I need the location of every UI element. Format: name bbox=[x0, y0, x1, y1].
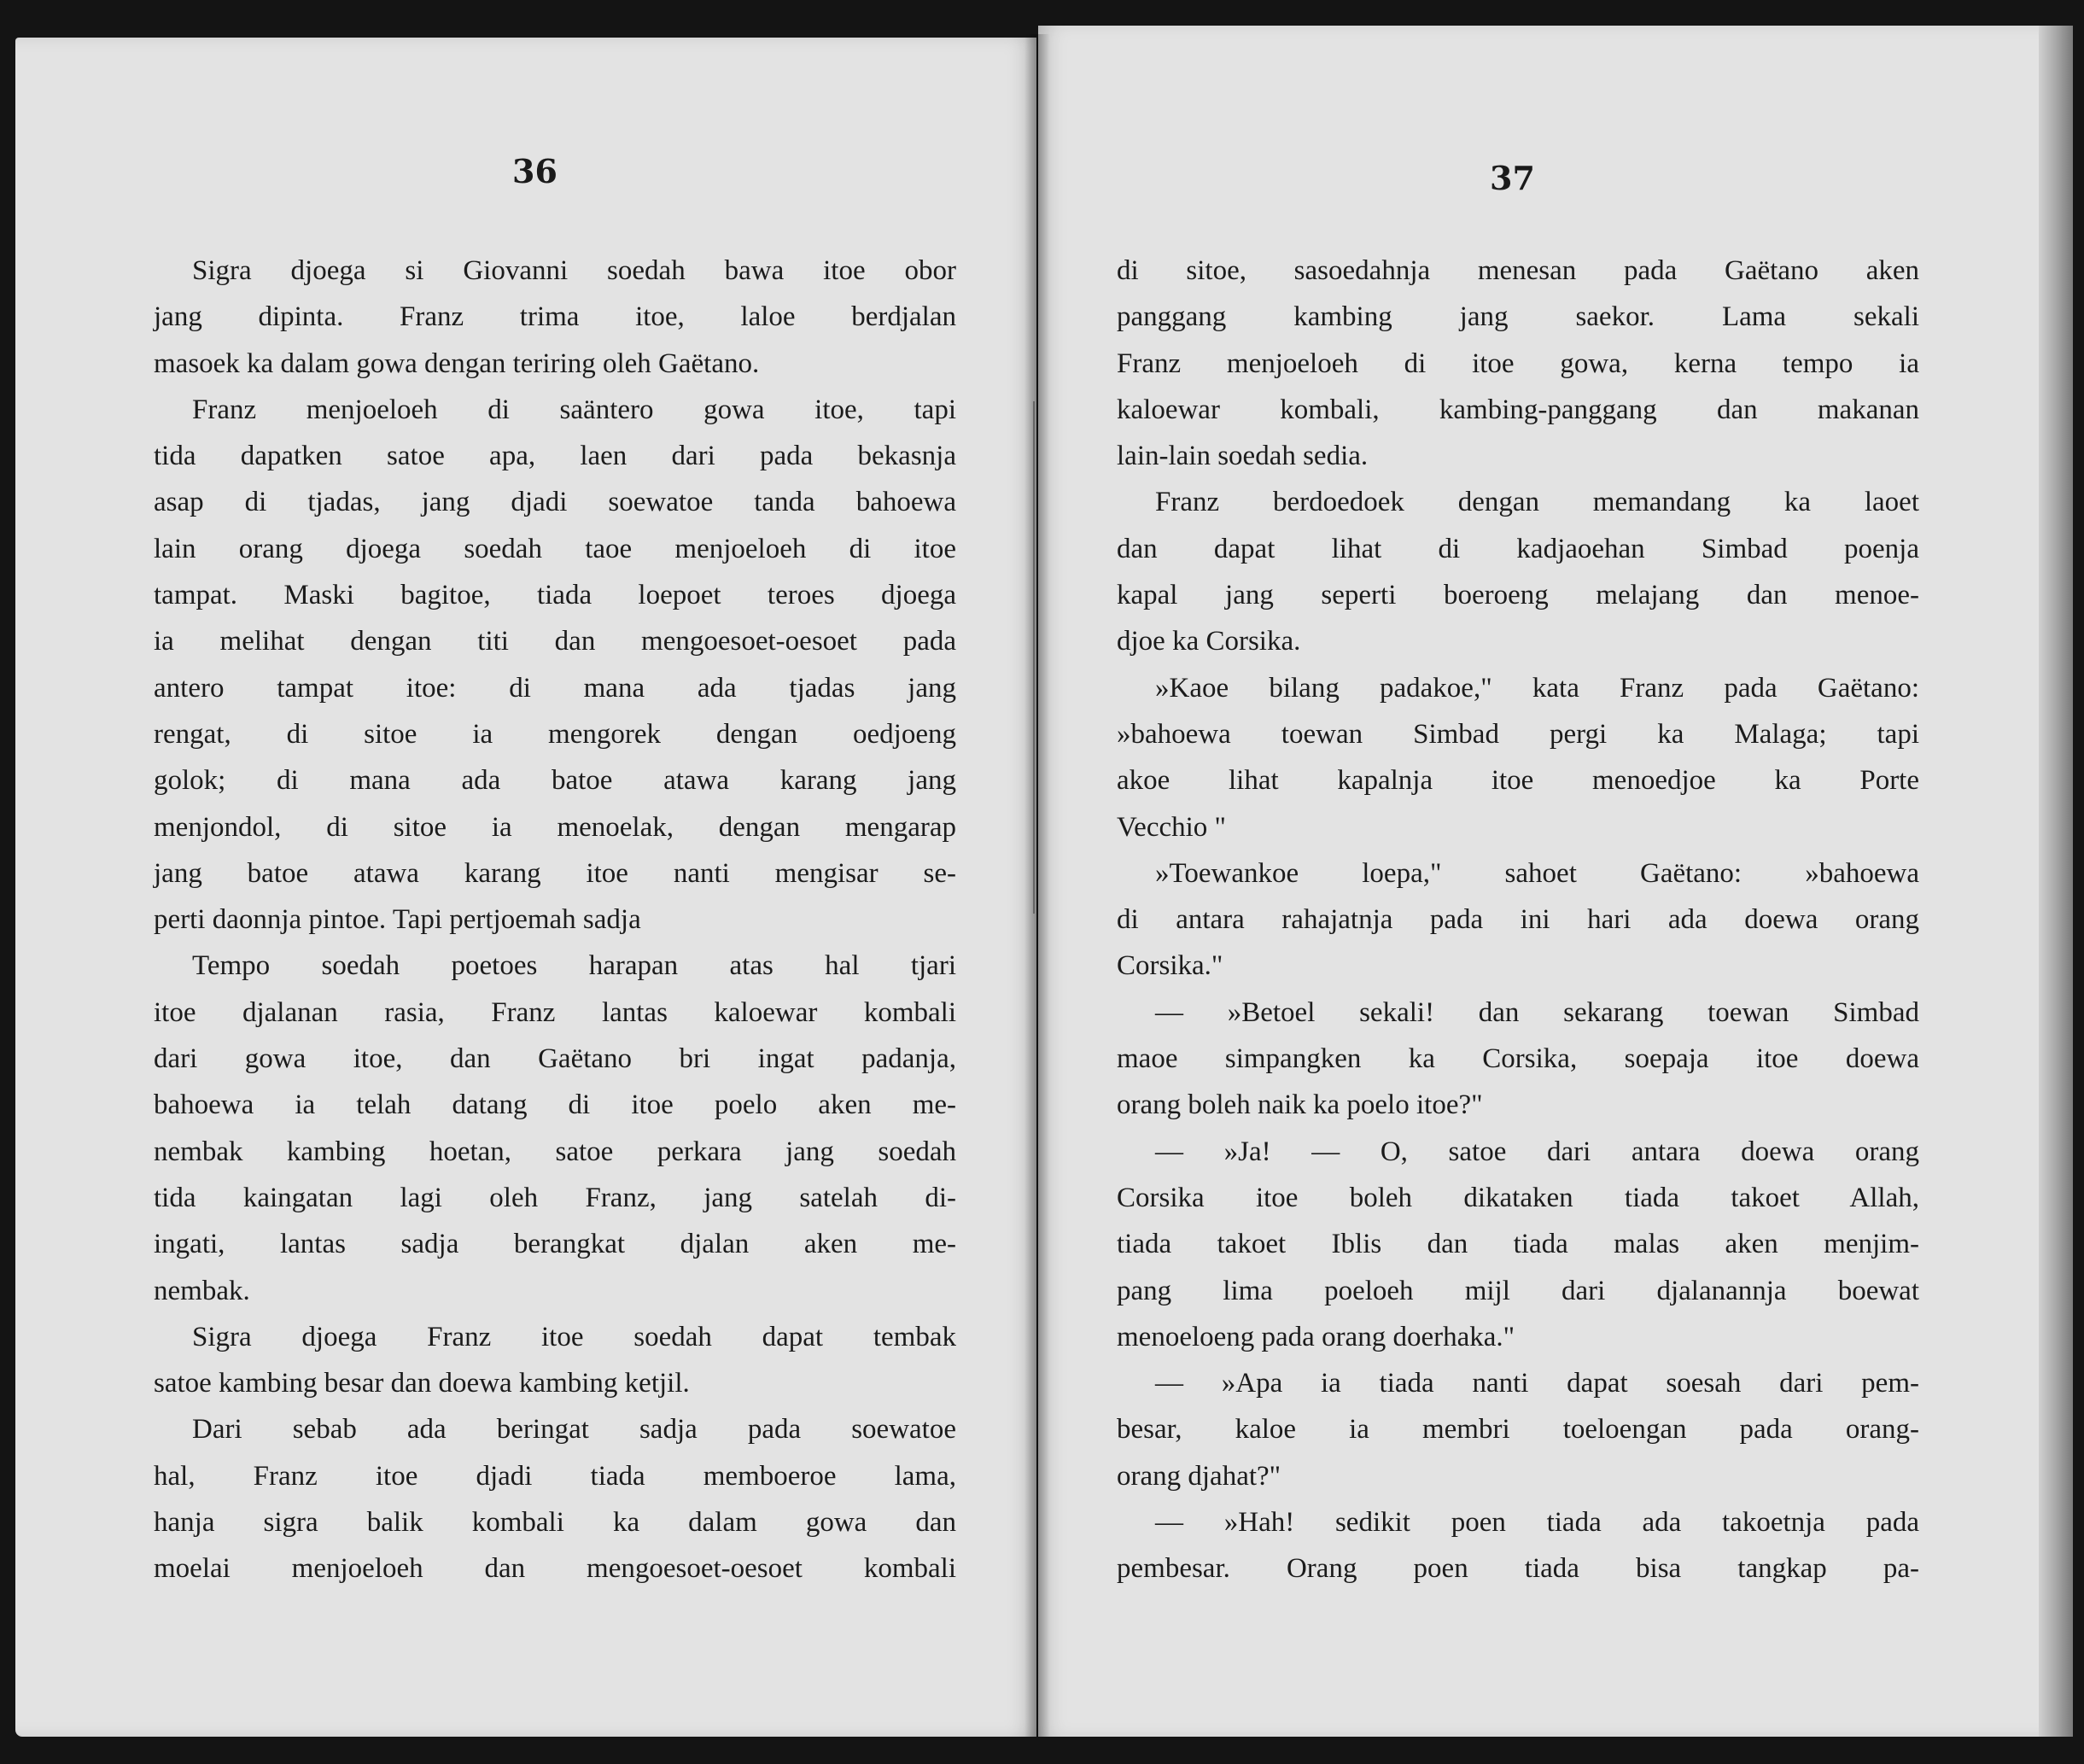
text-line: kaloewar kombali, kambing-panggang dan makanan bbox=[1117, 394, 1919, 425]
text-line: orang boleh naik ka poelo itoe?" bbox=[1117, 1089, 1483, 1121]
text-line: ia melihat dengan titi dan mengoesoet-oesoet pada bbox=[154, 626, 956, 657]
text-line: Franz menjoeloeh di saäntero gowa itoe, tapi bbox=[192, 394, 956, 425]
text-line: nembak kambing hoetan, satoe perkara jang soedah bbox=[154, 1136, 956, 1167]
text-line: Corsika itoe boleh dikataken tiada takoet Allah, bbox=[1117, 1182, 1919, 1213]
text-line: Sigra djoega si Giovanni soedah bawa itoe obor bbox=[192, 255, 956, 286]
book-gutter bbox=[1024, 34, 1050, 1737]
text-line: menoeloeng pada orang doerhaka." bbox=[1117, 1321, 1515, 1352]
text-line: antero tampat itoe: di mana ada tjadas jang bbox=[154, 672, 956, 704]
text-line: kapal jang seperti boeroeng melajang dan menoe- bbox=[1117, 580, 1919, 611]
text-line: hal, Franz itoe djadi tiada memboeroe lama, bbox=[154, 1460, 956, 1492]
text-line: di antara rahajatnja pada ini hari ada doewa orang bbox=[1117, 904, 1919, 936]
text-line: masoek ka dalam gowa dengan teriring oleh Gaëtano. bbox=[154, 348, 760, 379]
text-line: »Toewankoe loepa," sahoet Gaëtano: »bahoewa bbox=[1155, 857, 1919, 889]
text-line: jang batoe atawa karang itoe nanti mengisar se- bbox=[154, 857, 956, 889]
text-line: dari gowa itoe, dan Gaëtano bri ingat padanja, bbox=[154, 1043, 956, 1075]
text-line: Tempo soedah poetoes harapan atas hal tjari bbox=[192, 950, 956, 982]
text-line: bahoewa ia telah datang di itoe poelo aken me- bbox=[154, 1089, 956, 1121]
text-line: rengat, di sitoe ia mengorek dengan oedjoeng bbox=[154, 718, 956, 750]
text-line: hanja sigra balik kombali ka dalam gowa dan bbox=[154, 1507, 956, 1539]
text-line: maoe simpangken ka Corsika, soepaja itoe doewa bbox=[1117, 1043, 1919, 1075]
page-edge-stack bbox=[2039, 26, 2073, 1737]
text-line: Sigra djoega Franz itoe soedah dapat tembak bbox=[192, 1321, 956, 1352]
text-line: tida kaingatan lagi oleh Franz, jang satelah di- bbox=[154, 1182, 956, 1213]
text-line: tiada takoet Iblis dan tiada malas aken menjim- bbox=[1117, 1229, 1919, 1260]
text-line: asap di tjadas, jang djadi soewatoe tanda bahoewa bbox=[154, 487, 956, 518]
text-line: nembak. bbox=[154, 1275, 250, 1306]
text-line: panggang kambing jang saekor. Lama sekali bbox=[1117, 301, 1919, 333]
text-line: Vecchio " bbox=[1117, 811, 1227, 843]
text-line: djoe ka Corsika. bbox=[1117, 626, 1301, 657]
text-line: Dari sebab ada beringat sadja pada soewatoe bbox=[192, 1414, 956, 1446]
text-line: akoe lihat kapalnja itoe menoedjoe ka Porte bbox=[1117, 765, 1919, 797]
text-line: lain-lain soedah sedia. bbox=[1117, 441, 1369, 472]
text-line: Corsika." bbox=[1117, 950, 1223, 982]
text-line: — »Apa ia tiada nanti dapat soesah dari pem- bbox=[1155, 1368, 1919, 1399]
right-page-text bbox=[1117, 248, 1919, 1592]
page-number-left: 36 bbox=[512, 152, 557, 190]
text-line: tampat. Maski bagitoe, tiada loepoet teroes djoega bbox=[154, 580, 956, 611]
text-line: di sitoe, sasoedahnja menesan pada Gaëtano aken bbox=[1117, 255, 1919, 286]
text-line: jang dipinta. Franz trima itoe, laloe berdjalan bbox=[154, 301, 956, 333]
text-line: lain orang djoega soedah taoe menjoeloeh di itoe bbox=[154, 533, 956, 564]
text-line: perti daonnja pintoe. Tapi pertjoemah sadja bbox=[154, 904, 641, 936]
binding-thread bbox=[1033, 401, 1035, 914]
left-page-text bbox=[154, 248, 956, 1592]
page-number-right: 37 bbox=[1490, 159, 1535, 197]
text-line: — »Ja! — O, satoe dari antara doewa orang bbox=[1155, 1136, 1919, 1167]
text-line: pembesar. Orang poen tiada bisa tangkap pa- bbox=[1117, 1553, 1919, 1585]
text-line: — »Hah! sedikit poen tiada ada takoetnja pada bbox=[1155, 1507, 1919, 1539]
text-line: orang djahat?" bbox=[1117, 1460, 1281, 1492]
text-line: Franz menjoeloeh di itoe gowa, kerna tempo ia bbox=[1117, 348, 1919, 379]
text-line: moelai menjoeloeh dan mengoesoet-oesoet kombali bbox=[154, 1553, 956, 1585]
text-line: »Kaoe bilang padakoe," kata Franz pada Gaëtano: bbox=[1155, 672, 1919, 704]
text-line: satoe kambing besar dan doewa kambing ketjil. bbox=[154, 1368, 690, 1399]
text-line: itoe djalanan rasia, Franz lantas kaloewar kombali bbox=[154, 996, 956, 1028]
text-line: — »Betoel sekali! dan sekarang toewan Simbad bbox=[1155, 996, 1919, 1028]
text-line: ingati, lantas sadja berangkat djalan aken me- bbox=[154, 1229, 956, 1260]
text-line: Franz berdoedoek dengan memandang ka laoet bbox=[1155, 487, 1919, 518]
text-line: pang lima poeloeh mijl dari djalanannja boewat bbox=[1117, 1275, 1919, 1306]
text-line: golok; di mana ada batoe atawa karang jang bbox=[154, 765, 956, 797]
text-line: menjondol, di sitoe ia menoelak, dengan mengarap bbox=[154, 811, 956, 843]
text-line: besar, kaloe ia membri toeloengan pada orang- bbox=[1117, 1414, 1919, 1446]
text-line: dan dapat lihat di kadjaoehan Simbad poenja bbox=[1117, 533, 1919, 564]
text-line: »bahoewa toewan Simbad pergi ka Malaga; tapi bbox=[1117, 718, 1919, 750]
text-line: tida dapatken satoe apa, laen dari pada bekasnja bbox=[154, 441, 956, 472]
